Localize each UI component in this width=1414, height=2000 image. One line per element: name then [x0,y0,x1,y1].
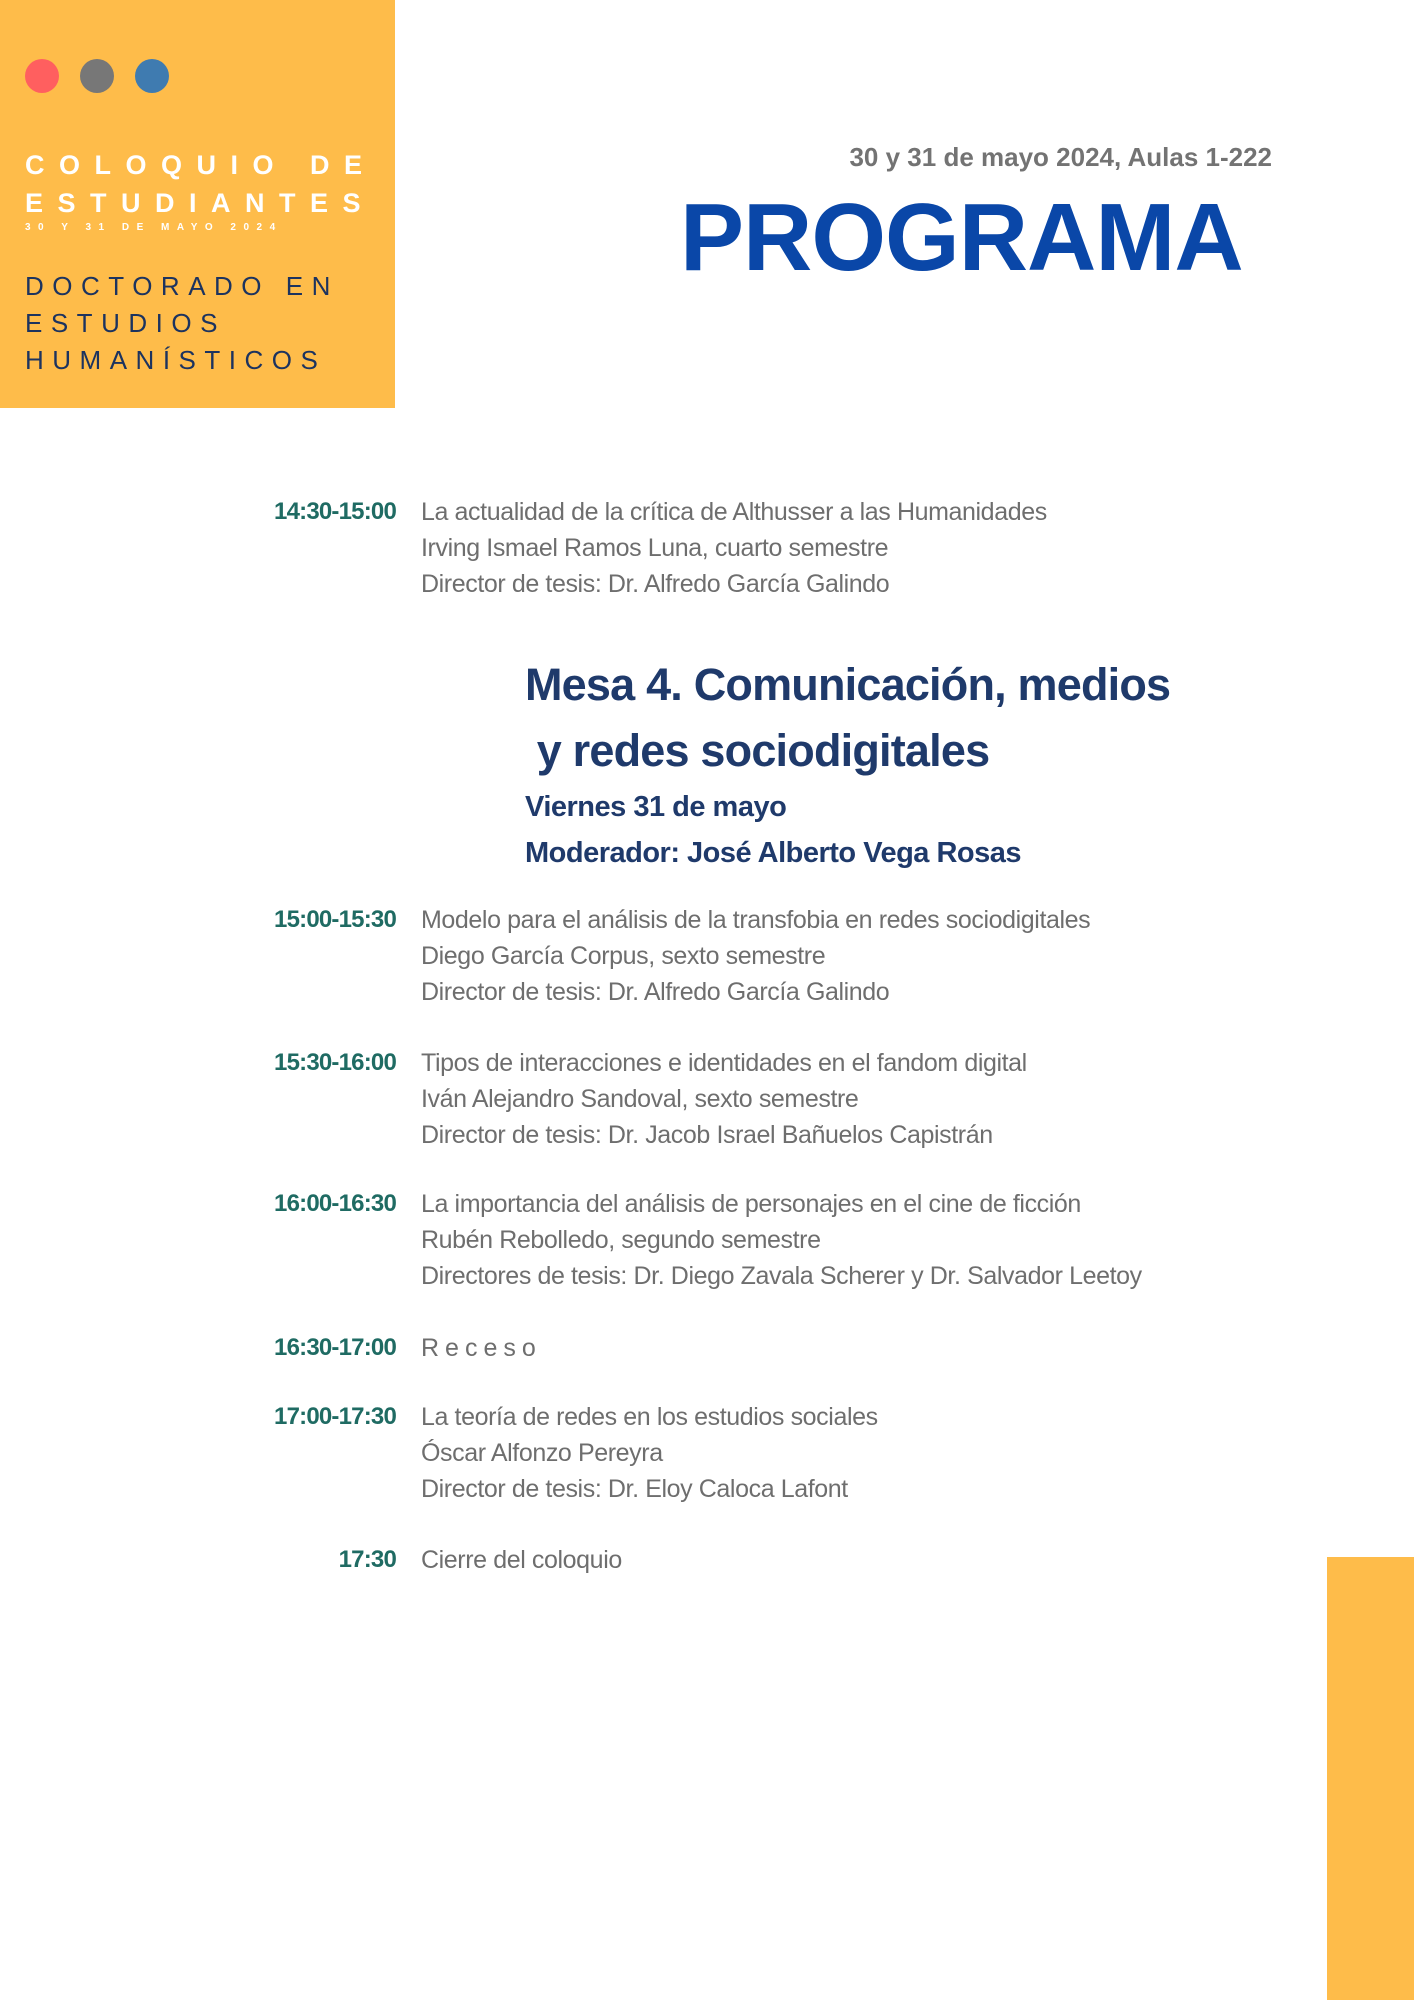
blue-dot-icon [135,59,169,93]
session-header [525,652,1170,876]
item-title: La actualidad de la crítica de Althusser a las Humanidades [421,498,1047,526]
event-name [25,146,377,222]
item-time: 14:30-15:00 [274,498,396,525]
event-date: 30 Y 31 DE MAYO 2024 [25,222,283,233]
item-title: Modelo para el análisis de la transfobia en redes sociodigitales [421,906,1091,934]
item-director: Director de tesis: Dr. Alfredo García Galindo [421,978,890,1006]
item-time: 17:30 [338,1546,396,1573]
item-director: Director de tesis: Dr. Jacob Israel Bañuelos Capistrán [421,1121,993,1149]
date-location: 30 y 31 de mayo 2024, Aulas 1-222 [849,142,1272,172]
item-director: Director de tesis: Dr. Eloy Caloca Lafont [421,1475,848,1503]
session-title-cont: y redes sociodigitales [525,725,990,776]
program-name-line: DOCTORADO EN [25,271,339,301]
item-director: Director de tesis: Dr. Alfredo García Galindo [421,570,890,598]
item-director: Directores de tesis: Dr. Diego Zavala Scherer y Dr. Salvador Leetoy [421,1262,1142,1290]
session-day: Viernes 31 de mayo [525,791,787,823]
item-presenter: Rubén Rebolledo, segundo semestre [421,1226,821,1254]
gray-dot-icon [80,59,114,93]
decorative-bar [1327,1557,1414,2000]
item-title: Cierre del coloquio [421,1546,622,1574]
item-title: Receso [421,1334,542,1362]
session-moderator: Moderador: José Alberto Vega Rosas [525,837,1022,869]
event-name-line2: ESTUDIANTES [25,188,376,218]
program-name-line: ESTUDIOS [25,308,226,338]
program-name [25,268,339,379]
event-name-line1: COLOQUIO DE [25,150,377,180]
item-title: La teoría de redes en los estudios sociales [421,1403,878,1431]
item-time: 16:30-17:00 [274,1334,396,1361]
item-title: Tipos de interacciones e identidades en el fandom digital [421,1049,1027,1077]
event-badge [0,0,395,408]
item-time: 17:00-17:30 [274,1403,396,1430]
program-name-line: HUMANÍSTICOS [25,345,327,375]
item-presenter: Diego García Corpus, sexto semestre [421,942,826,970]
item-time: 15:00-15:30 [274,906,396,933]
item-time: 16:00-16:30 [274,1190,396,1217]
item-presenter: Irving Ismael Ramos Luna, cuarto semestre [421,534,889,562]
item-presenter: Iván Alejandro Sandoval, sexto semestre [421,1085,859,1113]
item-title: La importancia del análisis de personajes en el cine de ficción [421,1190,1081,1218]
item-presenter: Óscar Alfonzo Pereyra [421,1439,663,1467]
page-title: PROGRAMA [680,184,1243,291]
session-title: Mesa 4. Comunicación, medios [525,659,1171,710]
red-dot-icon [25,59,59,93]
item-time: 15:30-16:00 [274,1049,396,1076]
